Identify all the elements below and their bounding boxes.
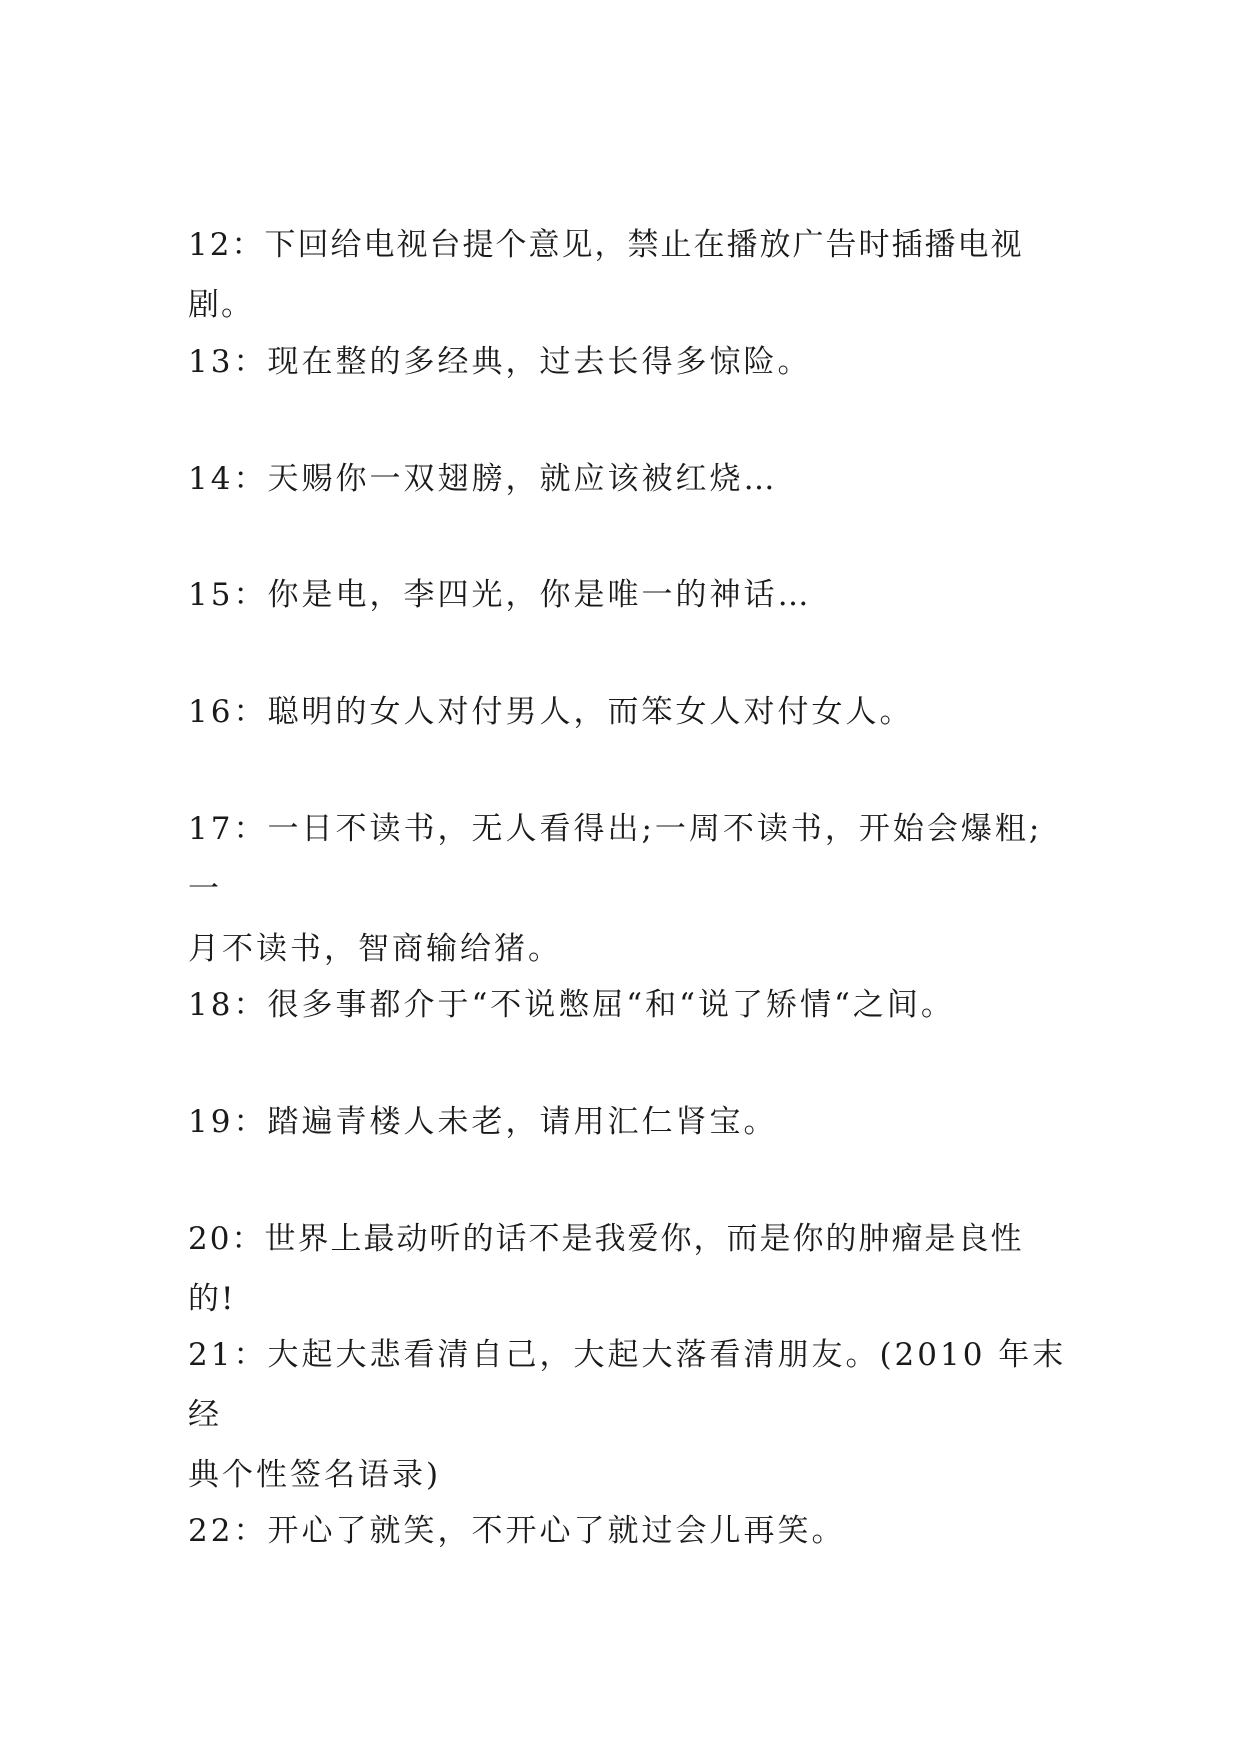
quote-entry-18: 18：很多事都介于“不说憋屈“和“说了矫情“之间。 bbox=[188, 987, 955, 1023]
quote-entry-12: 12：下回给电视台提个意见，禁止在播放广告时插播电视剧。 bbox=[188, 227, 1024, 323]
quote-entry-22: 22：开心了就笑，不开心了就过会儿再笑。 bbox=[188, 1513, 846, 1549]
quote-entry-20: 20：世界上最动听的话不是我爱你，而是你的肿瘤是良性的! bbox=[188, 1221, 1024, 1317]
quote-entry-14: 14：天赐你一双翅膀，就应该被红烧… bbox=[188, 461, 778, 497]
quote-entry-19: 19：踏遍青楼人未老，请用汇仁肾宝。 bbox=[188, 1104, 778, 1140]
quote-entry-21: 21：大起大悲看清自己，大起大落看清朋友。(2010 年末经 典个性签名语录) bbox=[188, 1337, 1067, 1493]
quote-entry-15: 15：你是电，李四光，你是唯一的神话… bbox=[188, 577, 812, 613]
quote-entry-13: 13：现在整的多经典，过去长得多惊险。 bbox=[188, 344, 812, 380]
quote-entry-16: 16：聪明的女人对付男人，而笨女人对付女人。 bbox=[188, 694, 914, 730]
quote-entry-17: 17：一日不读书，无人看得出;一周不读书，开始会爆粗;一 月不读书，智商输给猪。 bbox=[188, 811, 1043, 967]
